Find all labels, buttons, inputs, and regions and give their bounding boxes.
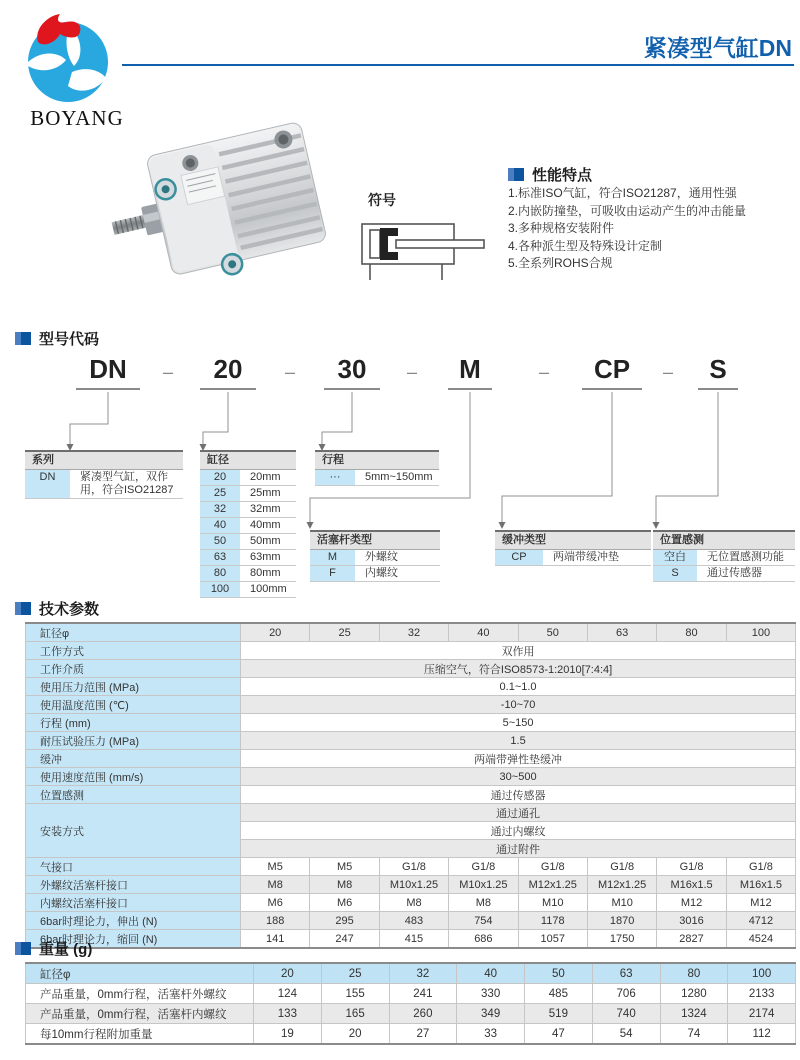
- tech-row-label: 使用压力范围 (MPa): [26, 678, 241, 696]
- cushion-table-row: [495, 550, 651, 566]
- tech-table-row: [26, 786, 796, 804]
- model-code-segment-30: 30: [324, 354, 380, 390]
- weight-value-cell: 19: [254, 1024, 322, 1045]
- tech-row-label: 外螺纹活塞杆接口: [26, 876, 241, 894]
- tech-value-cell: 5~150: [241, 714, 796, 732]
- tech-parameters-table: [25, 622, 796, 949]
- weight-value-cell: 706: [592, 984, 660, 1004]
- bore-value-cell: 80: [657, 623, 726, 642]
- desc-cell: 100mm: [240, 582, 296, 597]
- rod-table-row: [310, 566, 440, 582]
- weight-title: 重量 (g): [39, 941, 93, 958]
- tech-table-row: [26, 750, 796, 768]
- model-code-segment-m: M: [448, 354, 492, 390]
- bore-value-cell: 40: [449, 623, 518, 642]
- symbol-label: 符号: [368, 192, 396, 208]
- bore-value-cell: 63: [592, 963, 660, 984]
- weight-value-cell: 33: [457, 1024, 525, 1045]
- weight-value-cell: 519: [525, 1004, 593, 1024]
- series-table-title: 系列: [25, 450, 183, 470]
- weight-value-cell: 74: [660, 1024, 728, 1045]
- series-table-row: [25, 470, 183, 499]
- tech-table-row: [26, 912, 796, 930]
- model-code-dash: –: [162, 362, 173, 382]
- weight-table: [25, 962, 796, 1045]
- bore-value-cell: 100: [726, 623, 795, 642]
- tech-row-label: 工作介质: [26, 660, 241, 678]
- tech-value-cell: 2827: [657, 930, 726, 949]
- bore-table-row: [200, 502, 296, 518]
- tech-value-cell: M12: [726, 894, 795, 912]
- tech-value-cell: -10~70: [241, 696, 796, 714]
- code-cell: 100: [200, 582, 240, 597]
- sensing-table-title: 位置感测: [653, 530, 795, 550]
- weight-table-row: [26, 984, 796, 1004]
- tech-table-row: [26, 623, 796, 642]
- desc-cell: 紧凑型气缸，双作用，符合ISO21287: [70, 470, 183, 498]
- tech-table-row: [26, 804, 796, 822]
- tech-row-label: 行程 (mm): [26, 714, 241, 732]
- bore-value-cell: 50: [518, 623, 587, 642]
- tech-title: 技术参数: [39, 601, 100, 618]
- tech-value-cell: M16x1.5: [657, 876, 726, 894]
- desc-cell: 两端带缓冲垫: [543, 550, 651, 565]
- desc-cell: 外螺纹: [355, 550, 440, 565]
- tech-value-cell: G1/8: [726, 858, 795, 876]
- tech-value-cell: M10x1.25: [449, 876, 518, 894]
- model-code-segment-s: S: [698, 354, 738, 390]
- tech-value-cell: 1.5: [241, 732, 796, 750]
- desc-cell: 无位置感测功能: [697, 550, 795, 565]
- rod-type-table: [310, 530, 440, 582]
- bore-value-cell: 32: [389, 963, 457, 984]
- rod-table-row: [310, 550, 440, 566]
- tech-row-label: 安装方式: [26, 804, 241, 858]
- tech-table-row: [26, 714, 796, 732]
- weight-row-label: 产品重量，0mm行程，活塞杆内螺纹: [26, 1004, 254, 1024]
- tech-value-cell: 3016: [657, 912, 726, 930]
- sensing-table: [653, 530, 795, 582]
- bore-value-cell: 20: [254, 963, 322, 984]
- tech-value-cell: 30~500: [241, 768, 796, 786]
- desc-cell: 80mm: [240, 566, 296, 581]
- tech-table-row: [26, 930, 796, 949]
- bore-value-cell: 100: [728, 963, 796, 984]
- cushion-table-title: 缓冲类型: [495, 530, 651, 550]
- bore-value-cell: 25: [310, 623, 379, 642]
- desc-cell: 25mm: [240, 486, 296, 501]
- tech-row-label: 耐压试验压力 (MPa): [26, 732, 241, 750]
- weight-value-cell: 1324: [660, 1004, 728, 1024]
- code-cell: 50: [200, 534, 240, 549]
- tech-value-cell: 295: [310, 912, 379, 930]
- tech-value-cell: 1057: [518, 930, 587, 949]
- bore-table-row: [200, 470, 296, 486]
- bore-table-row: [200, 486, 296, 502]
- weight-value-cell: 112: [728, 1024, 796, 1045]
- tech-table-row: [26, 876, 796, 894]
- desc-cell: 32mm: [240, 502, 296, 517]
- bore-table-row: [200, 534, 296, 550]
- code-cell: ···: [315, 470, 355, 485]
- section-square-icon: [15, 942, 31, 955]
- tech-value-cell: 两端带弹性垫缓冲: [241, 750, 796, 768]
- weight-value-cell: 1280: [660, 984, 728, 1004]
- brand-name: BOYANG: [30, 106, 124, 130]
- tech-value-cell: M12: [657, 894, 726, 912]
- model-code-section-header: [15, 328, 99, 349]
- code-cell: 63: [200, 550, 240, 565]
- weight-value-cell: 330: [457, 984, 525, 1004]
- tech-value-cell: 188: [241, 912, 310, 930]
- code-cell: CP: [495, 550, 543, 565]
- code-cell: S: [653, 566, 697, 581]
- model-code-dash: –: [406, 362, 417, 382]
- tech-row-label: 6bar时理论力，伸出 (N): [26, 912, 241, 930]
- tech-value-cell: 通过通孔: [241, 804, 796, 822]
- tech-value-cell: 通过内螺纹: [241, 822, 796, 840]
- boyang-logo: [12, 8, 120, 108]
- tech-value-cell: G1/8: [657, 858, 726, 876]
- stroke-table: [315, 450, 439, 486]
- weight-value-cell: 2133: [728, 984, 796, 1004]
- tech-value-cell: 415: [379, 930, 448, 949]
- tech-row-label: 内螺纹活塞杆接口: [26, 894, 241, 912]
- title-rule: [122, 64, 794, 66]
- weight-value-cell: 133: [254, 1004, 322, 1024]
- code-cell: 40: [200, 518, 240, 533]
- weight-row-label: 每10mm行程附加重量: [26, 1024, 254, 1045]
- code-cell: 空白: [653, 550, 697, 565]
- tech-value-cell: G1/8: [449, 858, 518, 876]
- bore-table-title: 缸径: [200, 450, 296, 470]
- tech-value-cell: G1/8: [379, 858, 448, 876]
- tech-value-cell: M10: [518, 894, 587, 912]
- cushion-table: [495, 530, 651, 566]
- section-square-icon: [15, 332, 31, 345]
- tech-value-cell: M8: [310, 876, 379, 894]
- weight-row-label: 缸径φ: [26, 963, 254, 984]
- weight-value-cell: 349: [457, 1004, 525, 1024]
- bore-value-cell: 50: [525, 963, 593, 984]
- bore-value-cell: 20: [241, 623, 310, 642]
- tech-value-cell: 483: [379, 912, 448, 930]
- bore-table-row: [200, 518, 296, 534]
- weight-value-cell: 54: [592, 1024, 660, 1045]
- weight-value-cell: 485: [525, 984, 593, 1004]
- weight-header-row: [26, 963, 796, 984]
- desc-cell: 40mm: [240, 518, 296, 533]
- tech-value-cell: M16x1.5: [726, 876, 795, 894]
- weight-value-cell: 165: [321, 1004, 389, 1024]
- tech-row-label: 6bar时理论力，缩回 (N): [26, 930, 241, 949]
- tech-value-cell: M5: [241, 858, 310, 876]
- model-code-dash: –: [284, 362, 295, 382]
- model-code-segment-cp: CP: [582, 354, 642, 390]
- tech-value-cell: M8: [449, 894, 518, 912]
- tech-table-row: [26, 678, 796, 696]
- features-list: [508, 185, 796, 273]
- tech-value-cell: G1/8: [587, 858, 656, 876]
- tech-value-cell: 压缩空气，符合ISO8573-1:2010[7:4:4]: [241, 660, 796, 678]
- tech-value-cell: 通过传感器: [241, 786, 796, 804]
- desc-cell: 50mm: [240, 534, 296, 549]
- model-code-title: 型号代码: [39, 331, 100, 348]
- tech-table-row: [26, 696, 796, 714]
- feature-item-3: 3.多种规格安装附件: [508, 221, 615, 235]
- feature-item-1: 1.标准ISO气缸，符合ISO21287，通用性强: [508, 186, 737, 200]
- tech-value-cell: M6: [310, 894, 379, 912]
- weight-section-header: [15, 938, 92, 959]
- tech-value-cell: 0.1~1.0: [241, 678, 796, 696]
- tech-table-row: [26, 768, 796, 786]
- code-cell: 20: [200, 470, 240, 485]
- rod-table-title: 活塞杆类型: [310, 530, 440, 550]
- bore-table-row: [200, 550, 296, 566]
- weight-value-cell: 27: [389, 1024, 457, 1045]
- tech-value-cell: 247: [310, 930, 379, 949]
- tech-value-cell: M12x1.25: [518, 876, 587, 894]
- weight-value-cell: 20: [321, 1024, 389, 1045]
- desc-cell: 内螺纹: [355, 566, 440, 581]
- code-cell: F: [310, 566, 355, 581]
- weight-value-cell: 2174: [728, 1004, 796, 1024]
- bore-value-cell: 80: [660, 963, 728, 984]
- weight-value-cell: 124: [254, 984, 322, 1004]
- feature-item-5: 5.全系列ROHS合规: [508, 256, 613, 270]
- tech-value-cell: M12x1.25: [587, 876, 656, 894]
- tech-value-cell: M8: [379, 894, 448, 912]
- desc-cell: 20mm: [240, 470, 296, 485]
- tech-row-label: 缓冲: [26, 750, 241, 768]
- page-title: 紧凑型气缸DN: [643, 35, 792, 61]
- tech-value-cell: M10x1.25: [379, 876, 448, 894]
- stroke-table-row: [315, 470, 439, 486]
- sensing-table-row: [653, 566, 795, 582]
- bore-value-cell: 63: [587, 623, 656, 642]
- bore-table: [200, 450, 296, 598]
- tech-row-label: 位置感测: [26, 786, 241, 804]
- bore-table-row: [200, 582, 296, 598]
- tech-value-cell: 141: [241, 930, 310, 949]
- feature-item-4: 4.各种派生型及特殊设计定制: [508, 238, 663, 253]
- weight-value-cell: 47: [525, 1024, 593, 1045]
- bore-table-row: [200, 566, 296, 582]
- tech-value-cell: G1/8: [518, 858, 587, 876]
- tech-value-cell: 通过附件: [241, 840, 796, 858]
- features-title: 性能特点: [532, 167, 593, 184]
- tech-value-cell: 双作用: [241, 642, 796, 660]
- section-square-icon: [508, 168, 524, 181]
- weight-value-cell: 241: [389, 984, 457, 1004]
- model-code-dash: –: [662, 362, 673, 382]
- tech-table-row: [26, 732, 796, 750]
- code-cell: M: [310, 550, 355, 565]
- tech-section-header: [15, 598, 99, 619]
- series-table: [25, 450, 183, 499]
- tech-value-cell: M6: [241, 894, 310, 912]
- model-code-segment-20: 20: [200, 354, 256, 390]
- tech-value-cell: 754: [449, 912, 518, 930]
- feature-item-2: 2.内嵌防撞垫，可吸收由运动产生的冲击能量: [508, 203, 747, 218]
- desc-cell: 5mm~150mm: [355, 470, 439, 485]
- code-cell: 32: [200, 502, 240, 517]
- code-cell: DN: [25, 470, 70, 498]
- tech-row-label: 气接口: [26, 858, 241, 876]
- product-photo: [100, 116, 352, 288]
- desc-cell: 通过传感器: [697, 566, 795, 581]
- weight-value-cell: 260: [389, 1004, 457, 1024]
- tech-value-cell: M5: [310, 858, 379, 876]
- model-code-dash: –: [538, 362, 549, 382]
- tech-value-cell: 1178: [518, 912, 587, 930]
- desc-cell: 63mm: [240, 550, 296, 565]
- model-code-segment-dn: DN: [76, 354, 140, 390]
- tech-table-row: [26, 858, 796, 876]
- tech-row-label: 缸径φ: [26, 623, 241, 642]
- stroke-table-title: 行程: [315, 450, 439, 470]
- tech-table-row: [26, 660, 796, 678]
- code-cell: 25: [200, 486, 240, 501]
- cylinder-symbol-icon: [352, 210, 492, 282]
- tech-value-cell: 686: [449, 930, 518, 949]
- bore-value-cell: 25: [321, 963, 389, 984]
- features-section-header: [508, 164, 592, 185]
- tech-value-cell: 1870: [587, 912, 656, 930]
- weight-row-label: 产品重量，0mm行程，活塞杆外螺纹: [26, 984, 254, 1004]
- tech-row-label: 工作方式: [26, 642, 241, 660]
- bore-value-cell: 40: [457, 963, 525, 984]
- bore-value-cell: 32: [379, 623, 448, 642]
- weight-value-cell: 155: [321, 984, 389, 1004]
- sensing-table-row: [653, 550, 795, 566]
- tech-table-row: [26, 894, 796, 912]
- weight-value-cell: 740: [592, 1004, 660, 1024]
- tech-value-cell: M8: [241, 876, 310, 894]
- section-square-icon: [15, 602, 31, 615]
- tech-row-label: 使用速度范围 (mm/s): [26, 768, 241, 786]
- tech-value-cell: 4712: [726, 912, 795, 930]
- tech-table-row: [26, 642, 796, 660]
- tech-value-cell: M10: [587, 894, 656, 912]
- tech-value-cell: 4524: [726, 930, 795, 949]
- weight-table-row: [26, 1024, 796, 1045]
- code-cell: 80: [200, 566, 240, 581]
- tech-value-cell: 1750: [587, 930, 656, 949]
- tech-row-label: 使用温度范围 (℃): [26, 696, 241, 714]
- weight-table-row: [26, 1004, 796, 1024]
